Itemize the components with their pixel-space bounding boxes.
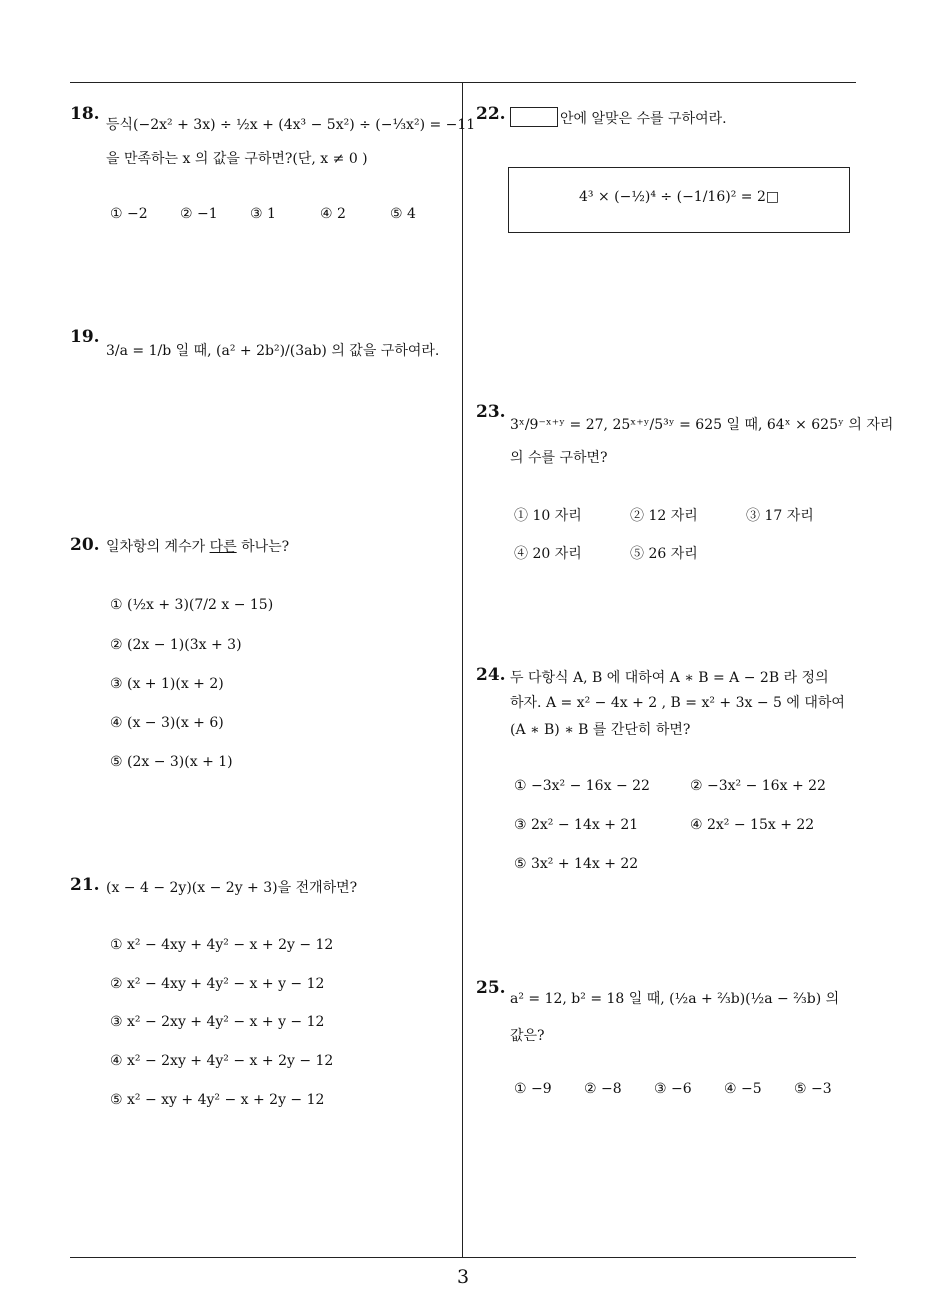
question-text-part: 안에 알맞은 수를 구하여라.	[560, 111, 727, 127]
question-text: 값은?	[510, 1028, 545, 1044]
question-number: 20.	[70, 535, 100, 555]
answer-option[interactable]: ⑤ 3x² + 14x + 22	[514, 856, 639, 872]
answer-option[interactable]: ③ 2x² − 14x + 21	[514, 817, 639, 833]
formula-box	[508, 167, 850, 233]
answer-option[interactable]: ① −2	[110, 206, 148, 222]
question-text: 하자. A = x² − 4x + 2 , B = x² + 3x − 5 에 대하여	[510, 695, 845, 711]
question-number: 23.	[476, 402, 506, 422]
underlined-word: 다른	[209, 539, 237, 555]
column-divider	[462, 82, 463, 1257]
question-number: 24.	[476, 665, 506, 685]
answer-option[interactable]: ④ 20 자리	[514, 546, 582, 562]
question-number: 21.	[70, 875, 100, 895]
question-number: 18.	[70, 104, 100, 124]
answer-option[interactable]: ④ 2	[320, 206, 346, 222]
answer-option[interactable]: ⑤ 26 자리	[630, 546, 698, 562]
answer-option[interactable]: ④ 2x² − 15x + 22	[690, 817, 815, 833]
page-number: 3	[456, 1266, 470, 1288]
question-text: 을 만족하는 x 의 값을 구하면?(단, x ≠ 0 )	[106, 151, 368, 167]
question-text: a² = 12, b² = 18 일 때, (½a + ⅔b)(½a − ⅔b) 의	[510, 991, 840, 1007]
question-text: 등식(−2x² + 3x) ÷ ½x + (4x³ − 5x²) ÷ (−⅓x²) = −11	[106, 117, 476, 133]
question-text-part: 하나는?	[236, 539, 290, 555]
answer-option[interactable]: ⑤ x² − xy + 4y² − x + 2y − 12	[110, 1092, 325, 1108]
answer-option[interactable]: ② x² − 4xy + 4y² − x + y − 12	[110, 976, 325, 992]
answer-option[interactable]: ③ (x + 1)(x + 2)	[110, 676, 224, 692]
answer-option[interactable]: ① 10 자리	[514, 508, 582, 524]
question-text: (x − 4 − 2y)(x − 2y + 3)을 전개하면?	[106, 880, 358, 896]
question-number: 25.	[476, 978, 506, 998]
question-number: 19.	[70, 327, 100, 347]
answer-option[interactable]: ② (2x − 1)(3x + 3)	[110, 637, 242, 653]
question-text	[510, 107, 727, 128]
answer-option[interactable]: ④ (x − 3)(x + 6)	[110, 715, 224, 731]
question-text: (A ∗ B) ∗ B 를 간단히 하면?	[510, 722, 691, 738]
question-number: 22.	[476, 104, 506, 124]
answer-option[interactable]: ④ −5	[724, 1081, 762, 1097]
answer-option[interactable]: ③ x² − 2xy + 4y² − x + y − 12	[110, 1014, 325, 1030]
answer-option[interactable]: ⑤ 4	[390, 206, 416, 222]
answer-option[interactable]: ⑤ −3	[794, 1081, 832, 1097]
question-text	[106, 536, 289, 556]
answer-option[interactable]: ① −9	[514, 1081, 552, 1097]
answer-blank-box	[510, 107, 558, 127]
top-rule	[70, 82, 856, 83]
answer-option[interactable]: ① −3x² − 16x − 22	[514, 778, 650, 794]
question-text: 두 다항식 A, B 에 대하여 A ∗ B = A − 2B 라 정의	[510, 670, 829, 686]
answer-option[interactable]: ⑤ (2x − 3)(x + 1)	[110, 754, 233, 770]
answer-option[interactable]: ④ x² − 2xy + 4y² − x + 2y − 12	[110, 1053, 334, 1069]
question-text: 3/a = 1/b 일 때, (a² + 2b²)/(3ab) 의 값을 구하여라.	[106, 343, 440, 359]
answer-option[interactable]: ③ −6	[654, 1081, 692, 1097]
answer-option[interactable]: ② 12 자리	[630, 508, 698, 524]
answer-option[interactable]: ② −8	[584, 1081, 622, 1097]
question-text-part: 일차항의 계수가	[106, 539, 210, 555]
answer-option[interactable]: ② −3x² − 16x + 22	[690, 778, 826, 794]
answer-option[interactable]: ① x² − 4xy + 4y² − x + 2y − 12	[110, 937, 334, 953]
answer-option[interactable]: ① (½x + 3)(7/2 x − 15)	[110, 597, 274, 613]
question-text: 3ˣ/9⁻ˣ⁺ʸ = 27, 25ˣ⁺ʸ/5³ʸ = 625 일 때, 64ˣ × 625ʸ 의 자리	[510, 417, 894, 433]
formula: 4³ × (−½)⁴ ÷ (−1/16)² = 2□	[579, 189, 780, 205]
question-text: 의 수를 구하면?	[510, 450, 608, 466]
bottom-rule	[70, 1257, 856, 1258]
answer-option[interactable]: ③ 1	[250, 206, 276, 222]
answer-option[interactable]: ③ 17 자리	[746, 508, 814, 524]
answer-option[interactable]: ② −1	[180, 206, 218, 222]
